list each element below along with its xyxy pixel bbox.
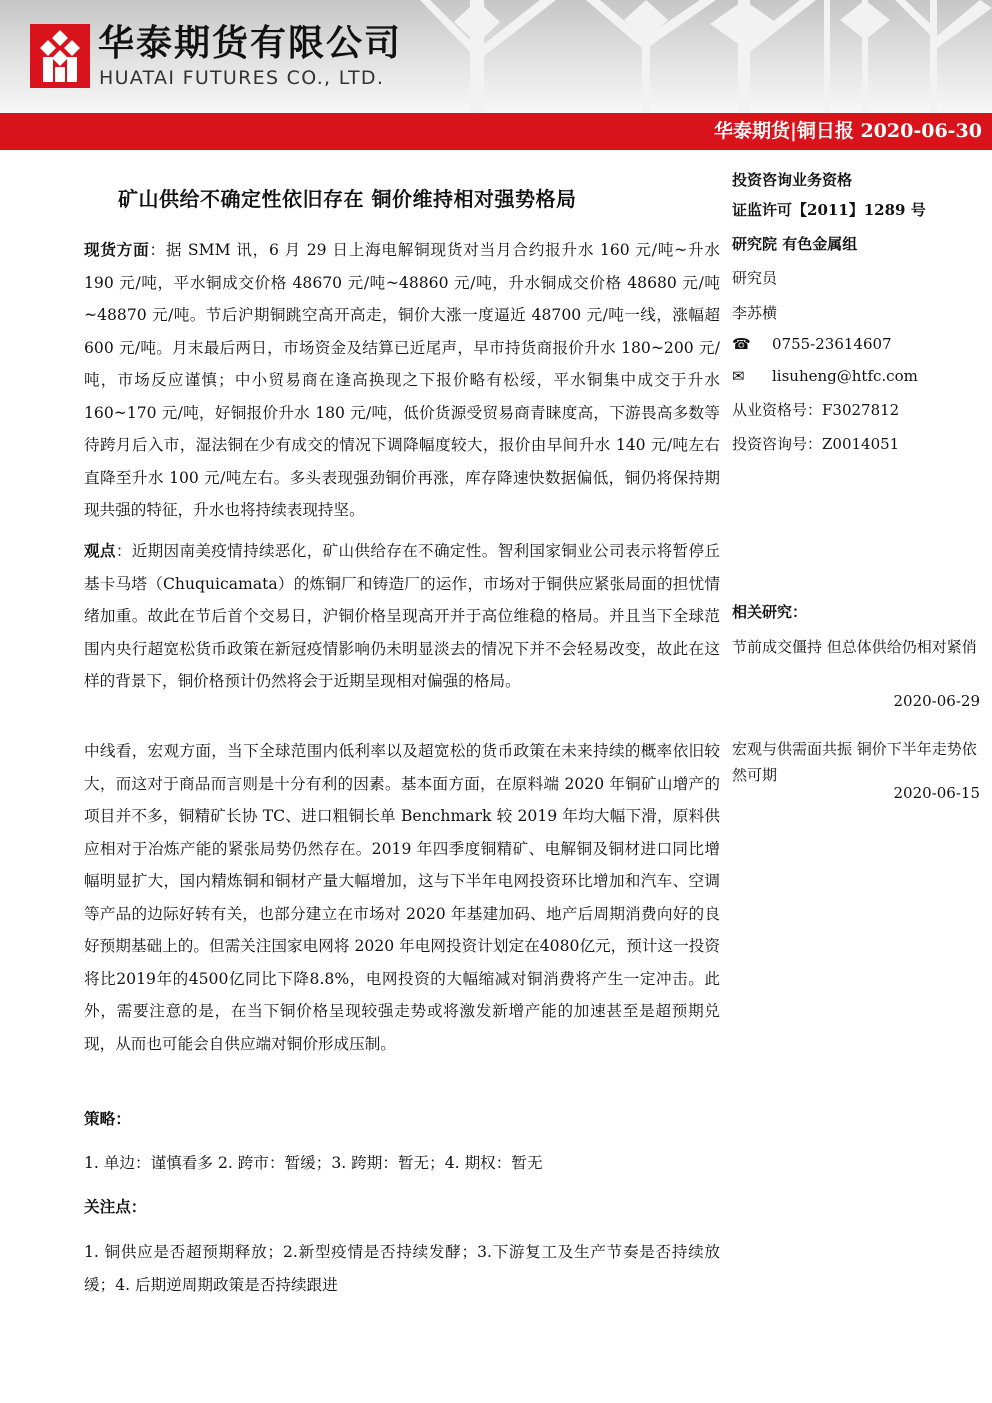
mail-icon: ✉	[732, 367, 745, 385]
email-row	[732, 364, 918, 388]
phone-number: 0755-23614607	[772, 335, 892, 353]
company-name-en: HUATAI FUTURES CO., LTD.	[99, 67, 385, 89]
related-item-date: 2020-06-29	[893, 692, 980, 710]
department: 研究院 有色金属组	[732, 235, 858, 253]
spot-lead: 现货方面	[84, 240, 150, 259]
strategy-heading: 策略：	[84, 1109, 131, 1128]
view-paragraph	[84, 535, 720, 698]
midterm-paragraph: 中线看，宏观方面，当下全球范围内低利率以及超宽松的货币政策在未来持续的概率依旧较大，而这对于商品而言则是十分有利的因素。基本面方面，在原料端 2020 年铜矿山增产的项目并不多，铜精矿长协 TC、进口粗铜长单 Benchmark 较 2019 年均大幅下滑，原料供应相对于冶炼产能的紧张局势仍然存在。2019 年四季度铜精矿、电解铜及铜材进口同比增幅明显扩大，国内精炼铜和铜材产量大幅增加，这与下半年电网投资环比增加和汽车、空调等产品的边际好转有关，也部分建立在市场对 2020 年基建加码、地产后周期消费向好的良好预期基础上的。但需关注国家电网将 2020 年电网投资计划定在4080亿元，预计这一投资将比2019年的4500亿同比下降8.8%，电网投资的大幅缩减对铜消费将产生一定冲击。此外，需要注意的是，在当下铜价格呈现较强走势或将激发新增产能的加速甚至是超预期兑现，从而也可能会自供应端对铜价形成压制。	[84, 742, 720, 1053]
report-title: 华泰期货|铜日报 2020-06-30	[713, 120, 982, 142]
focus-heading: 关注点：	[84, 1197, 147, 1216]
strategy-text: 1. 单边：谨慎看多 2. 跨市：暂缓；3. 跨期：暂无；4. 期权：暂无	[84, 1154, 543, 1172]
phone-row	[732, 332, 892, 356]
company-name-cn: 华泰期货有限公司	[98, 23, 403, 64]
article-title: 矿山供给不确定性依旧存在 铜价维持相对强势格局	[118, 187, 577, 211]
license-number: 证监许可【2011】1289 号	[732, 201, 926, 219]
consult-cert: 投资咨询号：Z0014051	[732, 435, 900, 453]
spot-text: ：据 SMM 讯，6 月 29 日上海电解铜现货对当月合约报升水 160 元/吨~升水 190 元/吨，平水铜成交价格 48670 元/吨~48860 元/吨，升水铜成交价格 48680 元/吨~48870 元/吨。节后沪期铜跳空高开高走，铜价大涨一度逼近 48700 元/吨一线，涨幅超 600 元/吨。月末最后两日，市场资金及结算已近尾声，早市持货商报价升水 180~200 元/吨，市场反应谨慎；中小贸易商在逢高换现之下报价略有松绥，平水铜集中成交于升水 160~170 元/吨，好铜报价升水 180 元/吨，低价货源受贸易商青睐度高，下游畏高多数等待跨月后入市，湿法铜在少有成交的情况下调降幅度较大，报价由早间升水 140 元/吨左右直降至升水 100 元/吨左右。多头表现强劲铜价再涨，库存降速快数据偏低，铜仍将保持期现共强的特征，升水也将持续表现持坚。	[84, 241, 720, 519]
qualification-title: 投资咨询业务资格	[732, 171, 853, 189]
huatai-logo-icon	[30, 24, 90, 88]
report-title-bar	[0, 113, 992, 150]
spot-paragraph	[84, 234, 720, 527]
view-text: ：近期因南美疫情持续恶化，矿山供给存在不确定性。智利国家铜业公司表示将暂停丘基卡马塔（Chuquicamata）的炼铜厂和铸造厂的运作，市场对于铜供应紧张局面的担忧情绪加重。故此在节后首个交易日，沪铜价格呈现高开并于高位维稳的格局。并且当下全球范围内央行超宽松货币政策在新冠疫情影响仍未明显淡去的情况下并不会轻易改变，故此在这样的背景下，铜价格预计仍然将会于近期呈现相对偏强的格局。	[84, 542, 720, 690]
practice-cert: 从业资格号：F3027812	[732, 401, 900, 419]
related-item-title[interactable]: 节前成交僵持 但总体供给仍相对紧俏	[732, 638, 977, 656]
view-lead: 观点	[84, 541, 116, 560]
related-heading: 相关研究：	[732, 603, 808, 621]
analyst-name: 李苏横	[732, 304, 778, 322]
email-address[interactable]: lisuheng@htfc.com	[772, 367, 918, 385]
analyst-role: 研究员	[732, 269, 778, 287]
page-header	[0, 0, 992, 113]
phone-icon: ☎	[732, 335, 751, 353]
related-item-title[interactable]: 宏观与供需面共振 铜价下半年走势依然可期	[732, 740, 977, 784]
related-item-date: 2020-06-15	[893, 784, 980, 802]
focus-text: 1. 铜供应是否超预期释放；2.新型疫情是否持续发酵；3.下游复工及生产节奏是否持续放缓；4. 后期逆周期政策是否持续跟进	[84, 1243, 720, 1294]
